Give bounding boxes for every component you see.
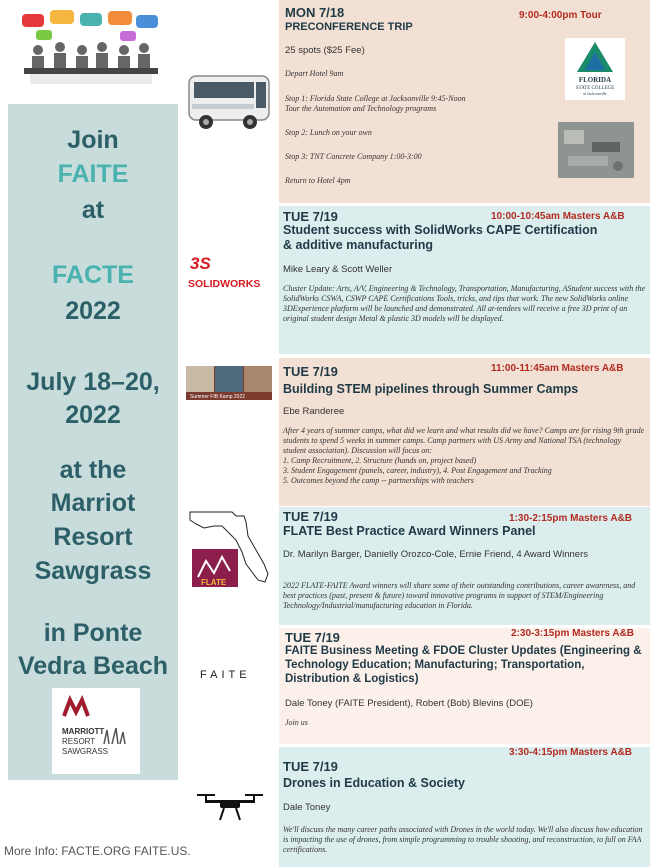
- description-line: 5. Outcomes beyond the camp -- partnerships with teachers: [283, 476, 474, 485]
- session-faite-business-meeting: [279, 628, 650, 744]
- faite-logo: FAITE: [200, 669, 251, 681]
- session-title: PRECONFERENCE TRIP: [285, 21, 413, 33]
- marriott-logo-line3: SAWGRASS: [62, 747, 108, 756]
- marriott-logo: [52, 688, 140, 774]
- session-title: Building STEM pipelines through Summer Camps: [283, 382, 579, 396]
- session-description: [283, 426, 645, 486]
- facte-text: FACTE: [52, 261, 134, 289]
- meeting-people-icon: [16, 10, 164, 92]
- session-description: 2022 FLATE-FAITE Award winners will share some of their outstanding contributions, career awareness, and best practices (past, present & future) toward innovative programs in support of STEM/Engineering Technology/Industrial/manufacturing education in Florida.: [283, 581, 636, 610]
- faite-text: FAITE: [57, 160, 129, 188]
- session-speaker: Ebe Randeree: [283, 406, 345, 417]
- session-description: Cluster Update: Arts, A/V, Engineering & Technology, Transportation, Manufacturing, AStudent success with the SolidWorks CSWA, CSWP CAPE Certifications Tools, tricks, and tips that work. The new SolidWorks online 3DExperience platform will be launched and demonstrated. All at-tendees will receive a free 3D print of an original student design Metal & plastic 3D models will be displayed.: [283, 284, 645, 323]
- at-text: at: [81, 196, 105, 224]
- session-time: 3:30-4:15pm Masters A&B: [509, 747, 633, 758]
- session-day: TUE 7/19: [285, 630, 340, 645]
- session-spots: 25 spots ($25 Fee): [285, 45, 365, 56]
- session-speaker: Mike Leary & Scott Weller: [283, 264, 393, 275]
- session-day: TUE 7/19: [283, 509, 338, 524]
- session-title: FLATE Best Practice Award Winners Panel: [283, 524, 536, 538]
- session-time: 9:00-4:00pm Tour: [519, 10, 602, 21]
- at-the-text: at the: [59, 456, 127, 484]
- summer-camp-photo: [186, 366, 272, 400]
- description-line: After 4 years of summer camps, what did we learn and what results did we have? Camps are for rising 9th grade students to spend 5 weeks in summer camps. Camp partners with US Army and National TSA (technology student association). Discussion will focus on:: [283, 426, 645, 455]
- bus-icon: [186, 68, 272, 132]
- in-ponte-text: in Ponte: [43, 619, 143, 647]
- session-speaker: Dr. Marilyn Barger, Danielly Orozco-Cole, Ernie Friend, 4 Award Winners: [283, 549, 588, 560]
- stop-1-text: Stop 1: Florida State College at Jacksonville 9:45-Noon: [285, 94, 466, 103]
- session-day: TUE 7/19: [283, 364, 338, 379]
- return-text: Return to Hotel 4pm: [285, 176, 351, 185]
- session-time: 1:30-2:15pm Masters A&B: [509, 513, 633, 524]
- depart-text: Depart Hotel 9am: [285, 69, 344, 78]
- marriott-logo-line2: RESORT: [62, 737, 96, 746]
- session-speaker: Dale Toney (FAITE President), Robert (Bob) Blevins (DOE): [285, 698, 533, 709]
- fscj-logo: [565, 38, 625, 100]
- sawgrass-text: Sawgrass: [34, 557, 152, 585]
- session-solidworks: [279, 206, 650, 354]
- session-day: TUE 7/19: [283, 209, 338, 224]
- session-day: TUE 7/19: [283, 759, 338, 774]
- session-flate-awards: [279, 507, 650, 625]
- session-stem-pipelines: [279, 358, 650, 506]
- summer-camp-banner-text: Summer FIB Kamp 2022: [190, 394, 246, 400]
- session-title: Drones in Education & Society: [283, 776, 465, 790]
- solidworks-logo: [186, 250, 276, 292]
- session-time: 2:30-3:15pm Masters A&B: [511, 628, 635, 639]
- concrete-plant-photo: [558, 122, 634, 178]
- flate-logo: [192, 549, 238, 593]
- fscj-logo-line2: STATE COLLEGE: [575, 86, 615, 91]
- dates-year-text: 2022: [65, 401, 121, 429]
- fscj-logo-line3: at Jacksonville: [583, 91, 607, 96]
- description-line: 1. Camp Recruitment, 2. Structure (hands on, project based): [283, 456, 477, 465]
- year-text: 2022: [65, 297, 121, 325]
- drone-icon: [196, 790, 264, 822]
- solidworks-logo-text: SOLIDWORKS: [188, 278, 261, 290]
- session-time: 11:00-11:45am Masters A&B: [491, 363, 624, 374]
- more-info-text: More Info: FACTE.ORG FAITE.US.: [4, 844, 191, 858]
- stop-2-text: Stop 2: Lunch on your own: [285, 128, 372, 137]
- join-panel: [8, 104, 178, 780]
- marriot-text: Marriot: [50, 489, 136, 517]
- session-title: Student success with SolidWorks CAPE Certification & additive manufacturing: [283, 223, 598, 252]
- flate-logo-text: FLATE: [201, 578, 227, 587]
- marriott-logo-line1: MARRIOTT: [62, 727, 105, 736]
- session-description: We'll discuss the many career paths associated with Drones in the world today. We'll also discuss how education is impacting the use of drones, from simple programming to trouble shooting, and reconstruction, to full on FAA certifications.: [283, 825, 643, 854]
- session-speaker: Dale Toney: [283, 802, 331, 813]
- dates-text: July 18–20,: [26, 368, 160, 396]
- session-day: MON 7/18: [285, 5, 345, 20]
- session-drones: [279, 747, 650, 867]
- join-text: Join: [67, 126, 119, 154]
- session-preconference-trip: [279, 0, 650, 203]
- stop-1-detail: Tour the Automation and Technology programs: [285, 104, 437, 113]
- session-description: Join us: [285, 718, 308, 727]
- svg-text:3S: 3S: [190, 254, 211, 273]
- fscj-logo-line1: FLORIDA: [578, 76, 612, 84]
- session-time: 10:00-10:45am Masters A&B: [491, 211, 625, 222]
- vedra-beach-text: Vedra Beach: [17, 652, 169, 680]
- resort-text: Resort: [53, 523, 133, 551]
- stop-3-text: Stop 3: TNT Concrete Company 1:00-3:00: [285, 152, 422, 161]
- session-title: FAITE Business Meeting & FDOE Cluster Updates (Engineering & Technology Education; Manufacturing; Transportation, Distribution & Logistics): [285, 645, 642, 685]
- description-line: 3. Student Engagement (panels, career, industry), 4. Post Engagement and Tracking: [283, 466, 552, 475]
